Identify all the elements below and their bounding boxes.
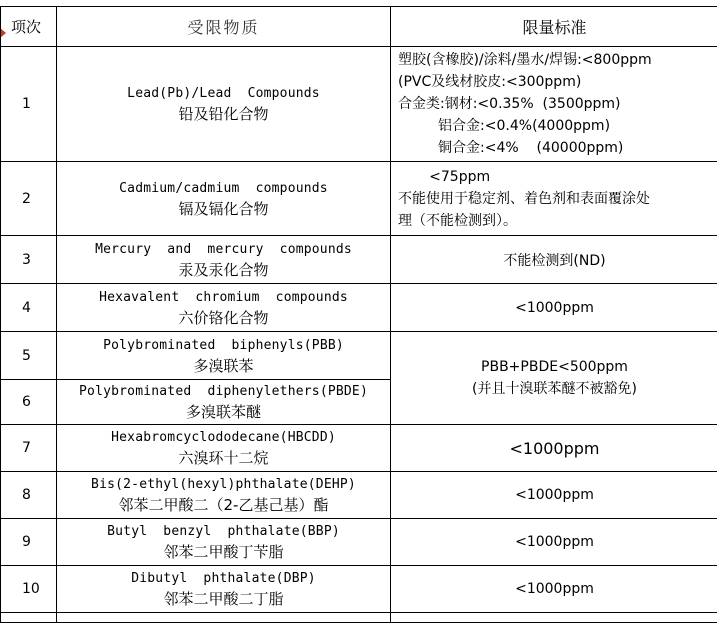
substance-zh: 铅及铅化合物 [57,104,390,125]
substance-zh: 汞及汞化合物 [57,260,390,281]
item-no: 10 [1,566,57,613]
substance-en: Polybrominated biphenyls(PBB) [57,335,390,356]
table-row [1,284,717,332]
limit-cell [391,47,717,162]
substance-cell [57,162,391,236]
limit-cell: <1000ppm [391,519,717,566]
substance-cell [57,472,391,519]
item-no-empty [1,613,57,623]
limit-cell: 不能检测到(ND) [391,236,717,284]
table-row [1,47,717,162]
substance-cell [57,332,391,380]
item-no: 7 [1,425,57,472]
restricted-substances-table [0,6,717,623]
substance-en: Bis(2-ethyl(hexyl)phthalate(DEHP) [57,474,390,495]
table-row [1,566,717,613]
table-row-partial [1,613,717,623]
limit-line: 不能使用于稳定剂、着色剂和表面覆涂处 [398,188,717,210]
item-no: 6 [1,380,57,425]
limit-line: 铝合金:<0.4%(4000ppm) [398,115,717,137]
substance-en: Hexavalent chromium compounds [57,287,390,308]
substance-en: Cadmium/cadmium compounds [57,178,390,199]
limit-cell: <1000ppm [391,284,717,332]
header-substance: 受限物质 [57,7,391,47]
substance-en: Butyl benzyl phthalate(BBP) [57,521,390,542]
substance-en: Hexabromcyclododecane(HBCDD) [57,427,390,448]
substance-cell [57,47,391,162]
item-no: 8 [1,472,57,519]
limit-line: 合金类:钢材:<0.35% (3500ppm) [398,93,717,115]
item-no: 3 [1,236,57,284]
item-no: 4 [1,284,57,332]
limit-line: 理（不能检测到）。 [398,210,717,232]
substance-en: Polybrominated diphenylethers(PBDE) [57,381,390,402]
limit-line: PBB+PBDE<500ppm [391,356,717,378]
limit-line: (PVC及线材胶皮:<300ppm) [398,71,717,93]
item-no: 5 [1,332,57,380]
item-no: 9 [1,519,57,566]
limit-cell [391,332,717,425]
table-row [1,236,717,284]
table-row [1,162,717,236]
table-header-row [1,7,717,47]
header-item-no: 项次 [1,7,57,47]
substance-cell [57,519,391,566]
limit-line: <75ppm [398,166,717,188]
substance-cell [57,566,391,613]
substance-cell [57,236,391,284]
limit-cell: <1000ppm [391,425,717,472]
substance-en: Dibutyl phthalate(DBP) [57,568,390,589]
substance-zh: 多溴联苯醚 [57,402,390,423]
substance-en: Mercury and mercury compounds [57,239,390,260]
substance-cell [57,380,391,425]
limit-cell: <1000ppm [391,566,717,613]
substance-zh: 六价铬化合物 [57,308,390,329]
substance-cell-empty [57,613,391,623]
item-no: 1 [1,47,57,162]
substance-zh: 六溴环十二烷 [57,448,390,469]
table-row [1,472,717,519]
table-row [1,425,717,472]
substance-cell [57,425,391,472]
limit-line: 塑胶(含橡胶)/涂料/墨水/焊锡:<800ppm [398,49,717,71]
substance-zh: 邻苯二甲酸二丁脂 [57,589,390,610]
item-no: 2 [1,162,57,236]
limit-cell [391,162,717,236]
substance-zh: 多溴联苯 [57,356,390,377]
limit-cell-empty [391,613,717,623]
header-limit: 限量标准 [391,7,717,47]
table-row [1,519,717,566]
limit-line: (并且十溴联苯醚不被豁免) [391,378,717,400]
substance-zh: 邻苯二甲酸二（2-乙基己基）酯 [57,495,390,516]
table-row [1,332,717,380]
substance-zh: 邻苯二甲酸丁苄脂 [57,542,390,563]
substance-zh: 镉及镉化合物 [57,199,390,220]
limit-line: 铜合金:<4% (40000ppm) [398,137,717,159]
substance-cell [57,284,391,332]
limit-cell: <1000ppm [391,472,717,519]
substance-en: Lead(Pb)/Lead Compounds [57,83,390,104]
